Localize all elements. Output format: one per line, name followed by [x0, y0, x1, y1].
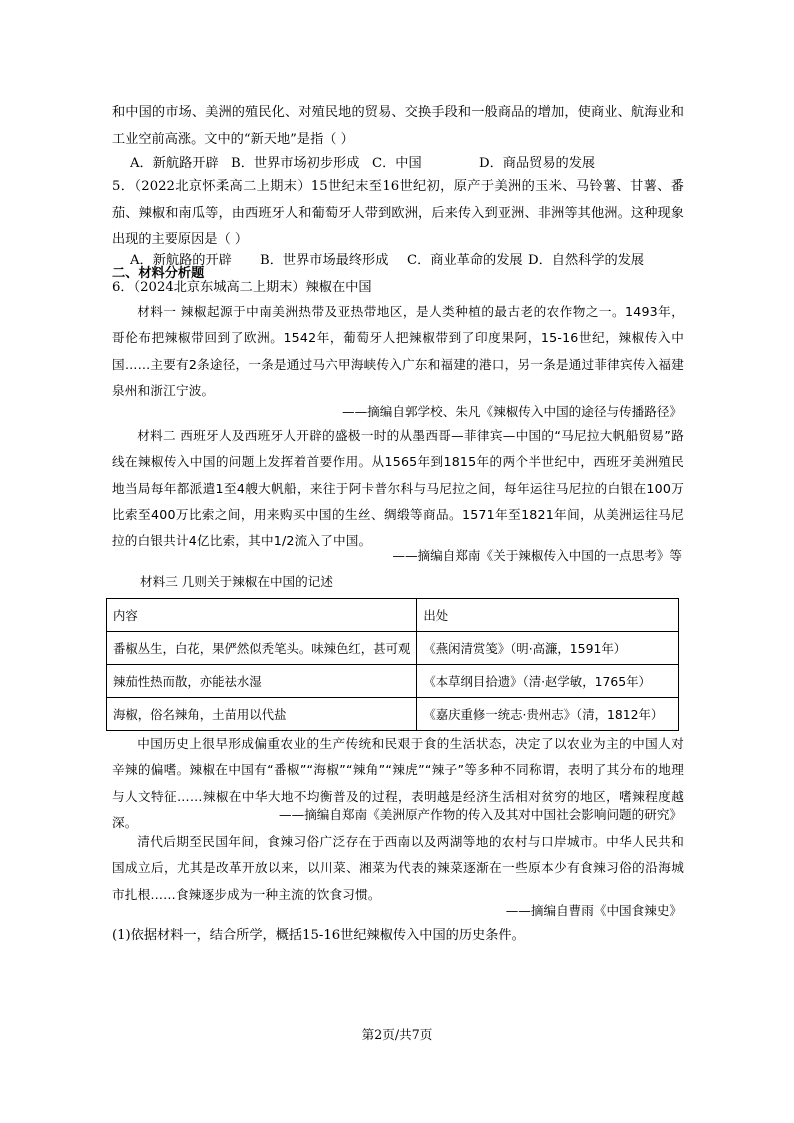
q4-option-c: C．中国 — [372, 156, 422, 171]
q4-option-d: D．商品贸易的发展 — [479, 156, 596, 171]
q6-source-4: ——摘编自曹雨《中国食辣史》 — [505, 903, 682, 918]
table-row — [107, 665, 679, 698]
q5-text: 5．（2022北京怀柔高二上期末）15世纪末至16世纪初，原产于美洲的玉米、马铃薯、甘薯、番茄、辣椒和南瓜等，由西班牙人和葡萄牙人带到欧洲，后来传入到亚洲、非洲等其他洲。这种现象出现的主要原因是（ ） — [112, 179, 684, 247]
q6-source-1: ——摘编自郭学校、朱凡《辣椒传入中国的途径与传播路径》 — [341, 404, 682, 419]
q6-question-1: (1)依据材料一，结合所学，概括15-16世纪辣椒传入中国的历史条件。 — [112, 928, 525, 943]
q6-paragraph-4: 清代后期至民国年间，食辣习俗广泛存在于西南以及两湖等地的农村与口岸城市。中华人民共和国成立后，尤其是改革开放以来，以川菜、湘菜为代表的辣菜逐渐在一些原本少有食辣习俗的沿海城市扎根……食辣逐步成为一种主流的饮食习惯。 — [112, 834, 684, 902]
q5-option-d: D．自然科学的发展 — [528, 253, 645, 268]
q5-option-b: B．世界市场最终形成 — [260, 253, 389, 268]
q5-option-c: C．商业革命的发展 — [407, 253, 523, 268]
table-cell-source: 《本草纲目拾遗》（清·赵学敏，1765年） — [417, 665, 679, 698]
q6-paragraph-3: 中国历史上很早形成偏重农业的生产传统和民艰于食的生活状态，决定了以农业为主的中国人对辛辣的偏嗜。辣椒在中国有“番椒”“海椒”“辣角”“辣虎”“辣子”等多种不同称谓，表明了其分布的地理与人文特征……辣椒在中华大地不均衡普及的过程，表明越是经济生活相对贫穷的地区，嗜辣程度越深。 — [112, 736, 684, 830]
table-cell-content: 海椒，俗名辣角，土苗用以代盐 — [107, 698, 417, 731]
table-row — [107, 632, 679, 665]
table-cell-source: 《嘉庆重修一统志·贵州志》（清，1812年） — [417, 698, 679, 731]
q6-source-3: ——摘编自郑南《美洲原产作物的传入及其对中国社会影响问题的研究》 — [279, 807, 682, 822]
page-footer: 第2页/共7页 — [361, 1027, 433, 1042]
q4-option-a: A．新航路开辟 — [130, 156, 219, 171]
table-row — [107, 698, 679, 731]
q6-material-3-caption: 材料三 几则关于辣椒在中国的记述 — [140, 574, 333, 589]
q5-option-a: A．新航路的开辟 — [130, 253, 232, 268]
section-title: 二、材料分析题 — [112, 266, 205, 281]
table-header-row — [107, 599, 679, 632]
records-table — [106, 598, 679, 731]
q6-heading: 6．（2024北京东城高二上期末）辣椒在中国 — [112, 280, 372, 295]
table-header-source: 出处 — [417, 599, 679, 632]
q4-text: 和中国的市场、美洲的殖民化、对殖民地的贸易、交换手段和一般商品的增加，使商业、航海业和工业空前高涨。文中的“新天地”是指（ ） — [112, 105, 684, 147]
q6-source-2: ——摘编自郑南《关于辣椒传入中国的一点思考》等 — [392, 548, 682, 563]
q4-option-b: B．世界市场初步形成 — [231, 156, 360, 171]
table-cell-source: 《燕闲清赏笺》（明·高濂，1591年） — [417, 632, 679, 665]
q6-material-1: 材料一 辣椒起源于中南美洲热带及亚热带地区，是人类种植的最古老的农作物之一。1493年，哥伦布把辣椒带回到了欧洲。1542年，葡萄牙人把辣椒带到了印度果阿，15-16世纪，辣椒传入中国……主要有2条途径，一条是通过马六甲海峡传入广东和福建的港口，另一条是通过菲律宾传入福建泉州和浙江宁波。 — [112, 304, 684, 398]
table-cell-content: 番椒丛生，白花，果俨然似秃笔头。味辣色红，甚可观 — [107, 632, 417, 665]
table-header-content: 内容 — [107, 599, 417, 632]
q6-material-2: 材料二 西班牙人及西班牙人开辟的盛极一时的从墨西哥—菲律宾—中国的“马尼拉大帆船贸易”路线在辣椒传入中国的问题上发挥着首要作用。从1565年到1815年的两个半世纪中，西班牙美洲殖民地当局每年都派遣1至4艘大帆船，来往于阿卡普尔科与马尼拉之间，每年运往马尼拉的白银在100万比索至400万比索之间，用来购买中国的生丝、绸缎等商品。1571年至1821年间，从美洲运往马尼拉的白银共计4亿比索，其中1/2流入了中国。 — [112, 428, 684, 549]
table-cell-content: 辣茄性热而散，亦能祛水湿 — [107, 665, 417, 698]
